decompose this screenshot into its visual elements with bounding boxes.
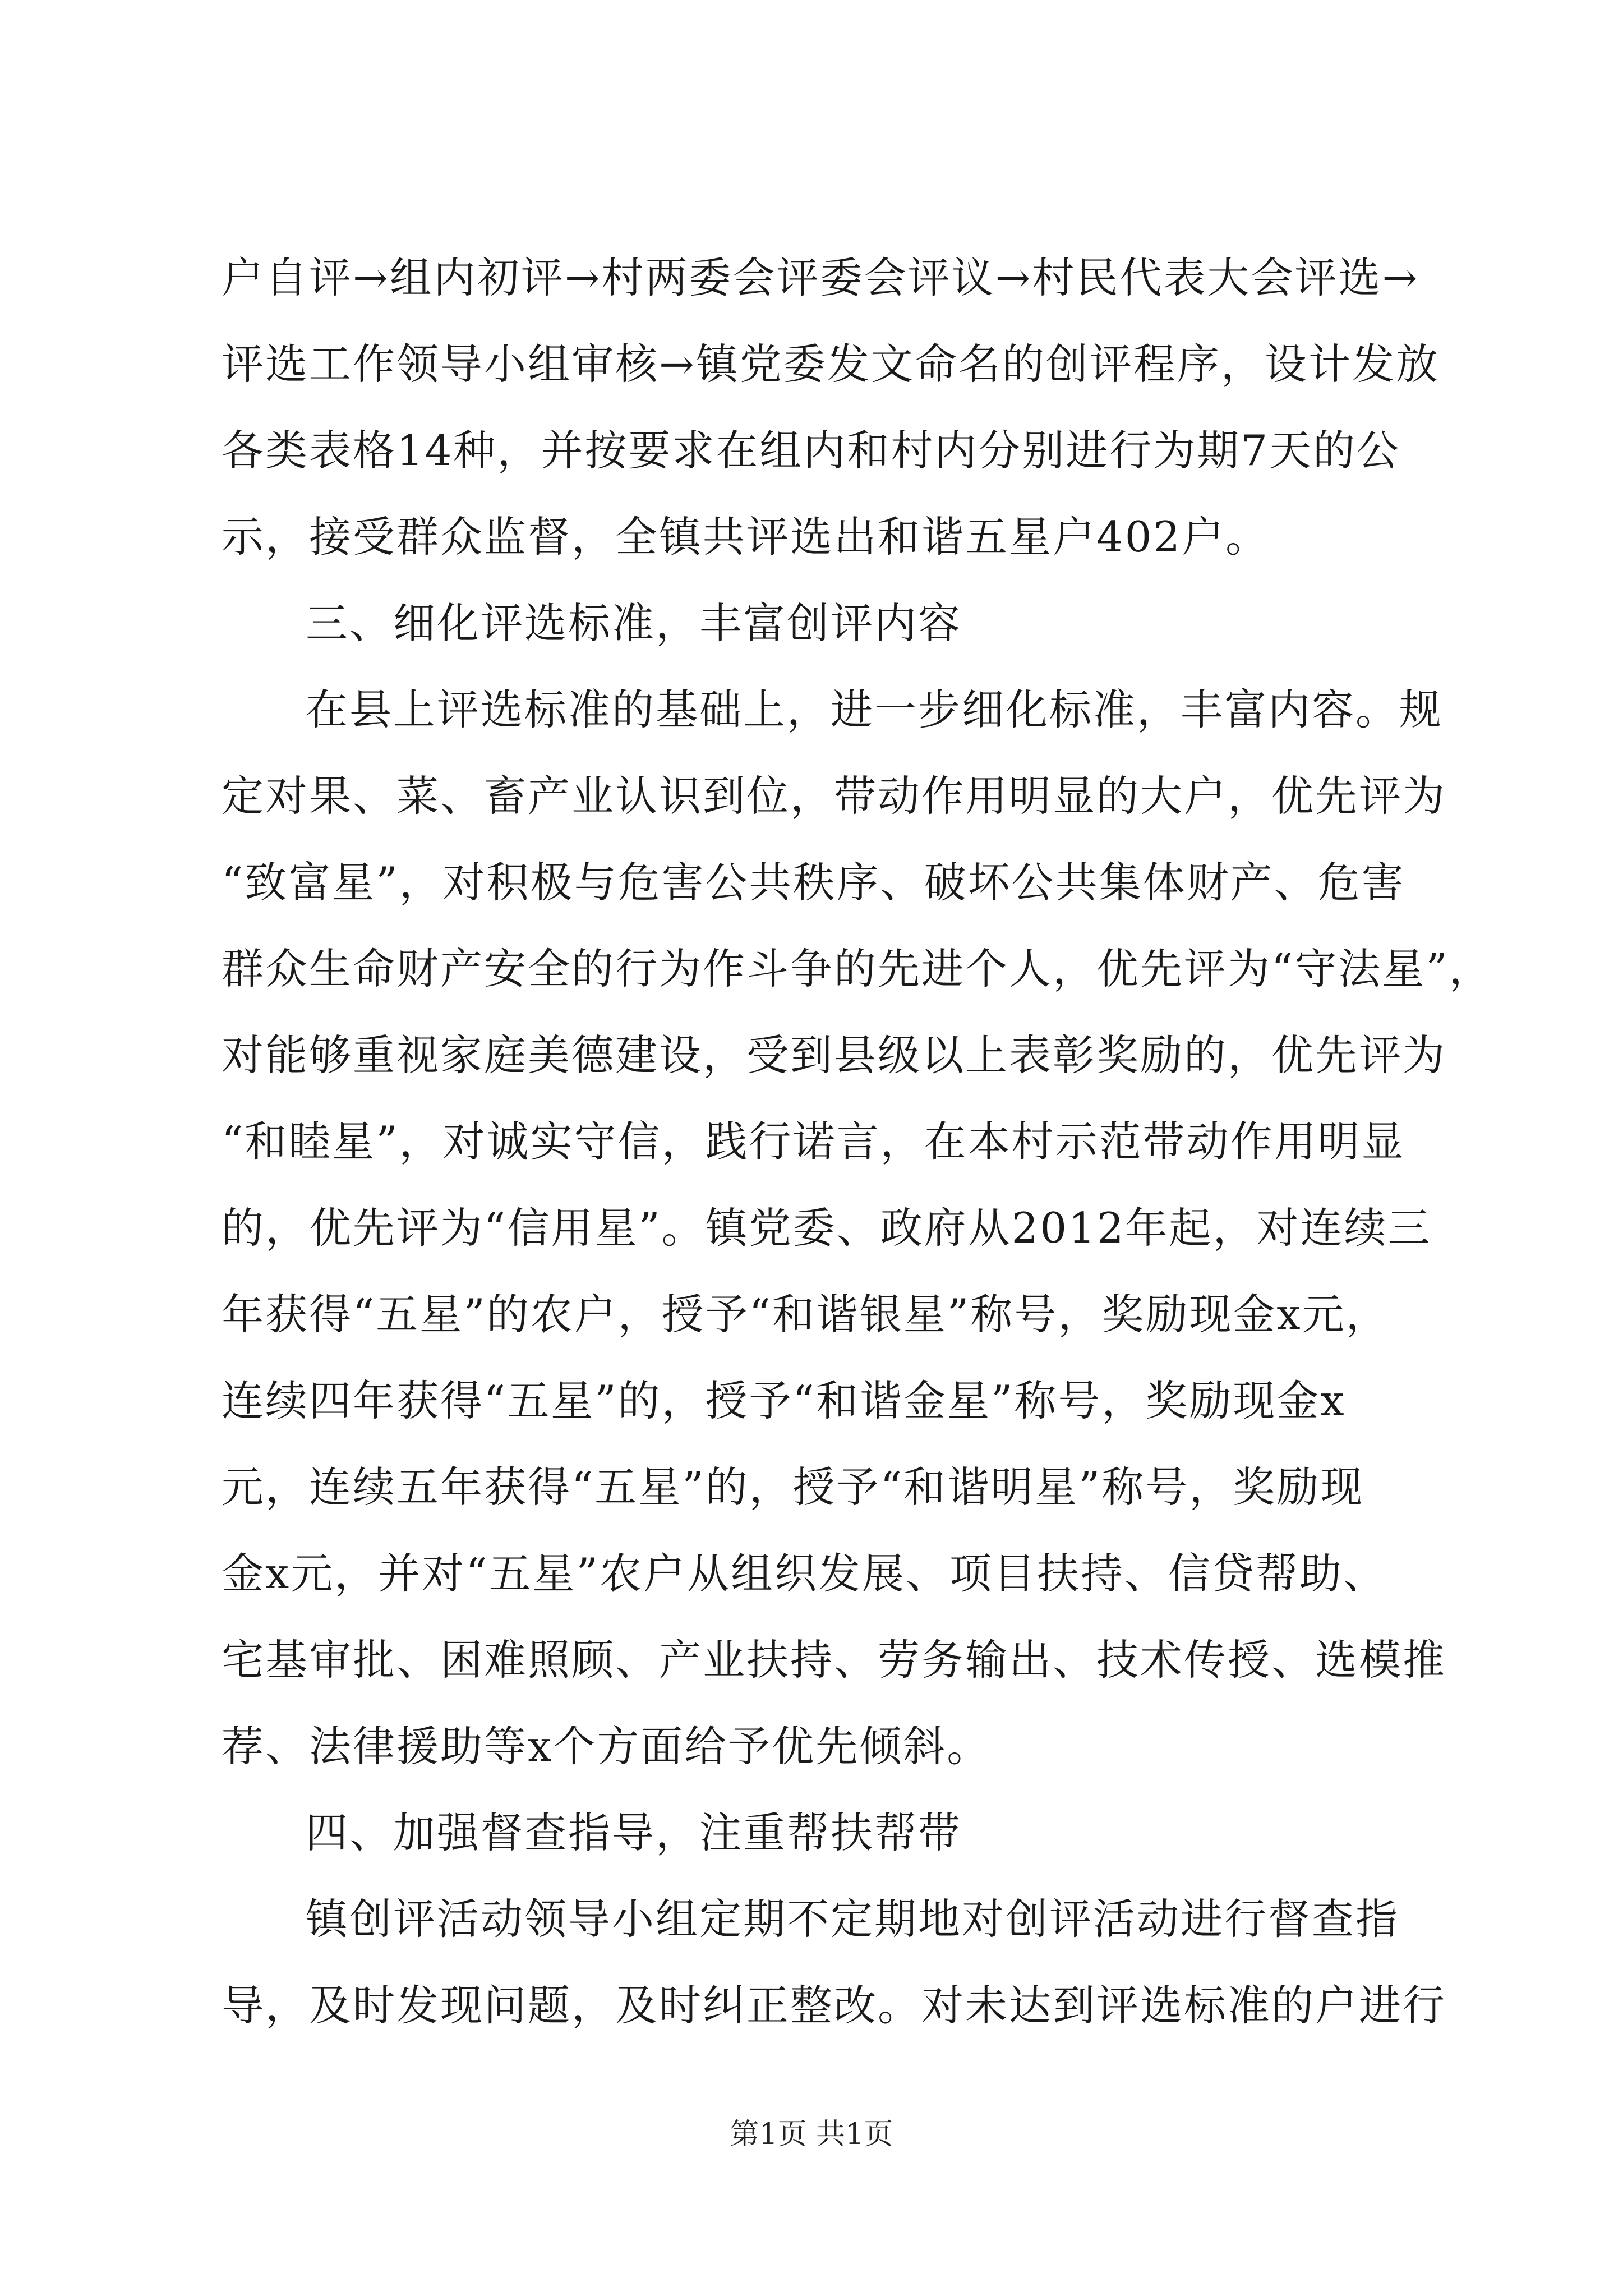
text-line: 定对果、菜、畜产业认识到位，带动作用明显的大户，优先评为 — [222, 771, 1447, 821]
section-heading: 四、加强督查指导，注重帮扶帮带 — [306, 1808, 962, 1857]
page-number: 第1页 共1页 — [730, 2118, 893, 2151]
text-line: 金x元，并对“五星”农户从组织发展、项目扶持、信贷帮助、 — [222, 1549, 1387, 1598]
text-line: 在县上评选标准的基础上，进一步细化标准，丰富内容。规 — [306, 685, 1444, 734]
text-line: 对能够重视家庭美德建设，受到县级以上表彰奖励的，优先评为 — [222, 1030, 1447, 1080]
text-line: 户自评→组内初评→村两委会评委会评议→村民代表大会评选→ — [222, 253, 1419, 302]
text-line: 导，及时发现问题，及时纠正整改。对未达到评选标准的户进行 — [222, 1981, 1447, 2030]
text-line: 镇创评活动领导小组定期不定期地对创评活动进行督查指 — [306, 1894, 1400, 1944]
text-line: “和睦星”，对诚实守信，践行诺言，在本村示范带动作用明显 — [222, 1117, 1405, 1166]
text-line: 连续四年获得“五星”的，授予“和谐金星”称号，奖励现金x — [222, 1376, 1346, 1425]
text-line: 评选工作领导小组审核→镇党委发文命名的创评程序，设计发放 — [222, 339, 1440, 389]
text-line: 的，优先评为“信用星”。镇党委、政府从2012年起，对连续三 — [222, 1203, 1432, 1253]
section-heading: 三、细化评选标准，丰富创评内容 — [306, 599, 962, 648]
text-line: 荐、法律援助等x个方面给予优先倾斜。 — [222, 1722, 991, 1771]
text-line: 示，接受群众监督，全镇共评选出和谐五星户402户。 — [222, 512, 1270, 562]
text-line: 群众生命财产安全的行为作斗争的先进个人，优先评为“守法星”， — [222, 944, 1493, 993]
text-line: 各类表格14种，并按要求在组内和村内分别进行为期7天的公 — [222, 426, 1401, 475]
text-line: 宅基审批、困难照顾、产业扶持、劳务输出、技术传授、选模推 — [222, 1635, 1447, 1685]
text-line: “致富星”，对积极与危害公共秩序、破坏公共集体财产、危害 — [222, 858, 1405, 907]
text-line: 元，连续五年获得“五星”的，授予“和谐明星”称号，奖励现 — [222, 1462, 1364, 1512]
text-line: 年获得“五星”的农户，授予“和谐银星”称号，奖励现金x元， — [222, 1290, 1390, 1339]
